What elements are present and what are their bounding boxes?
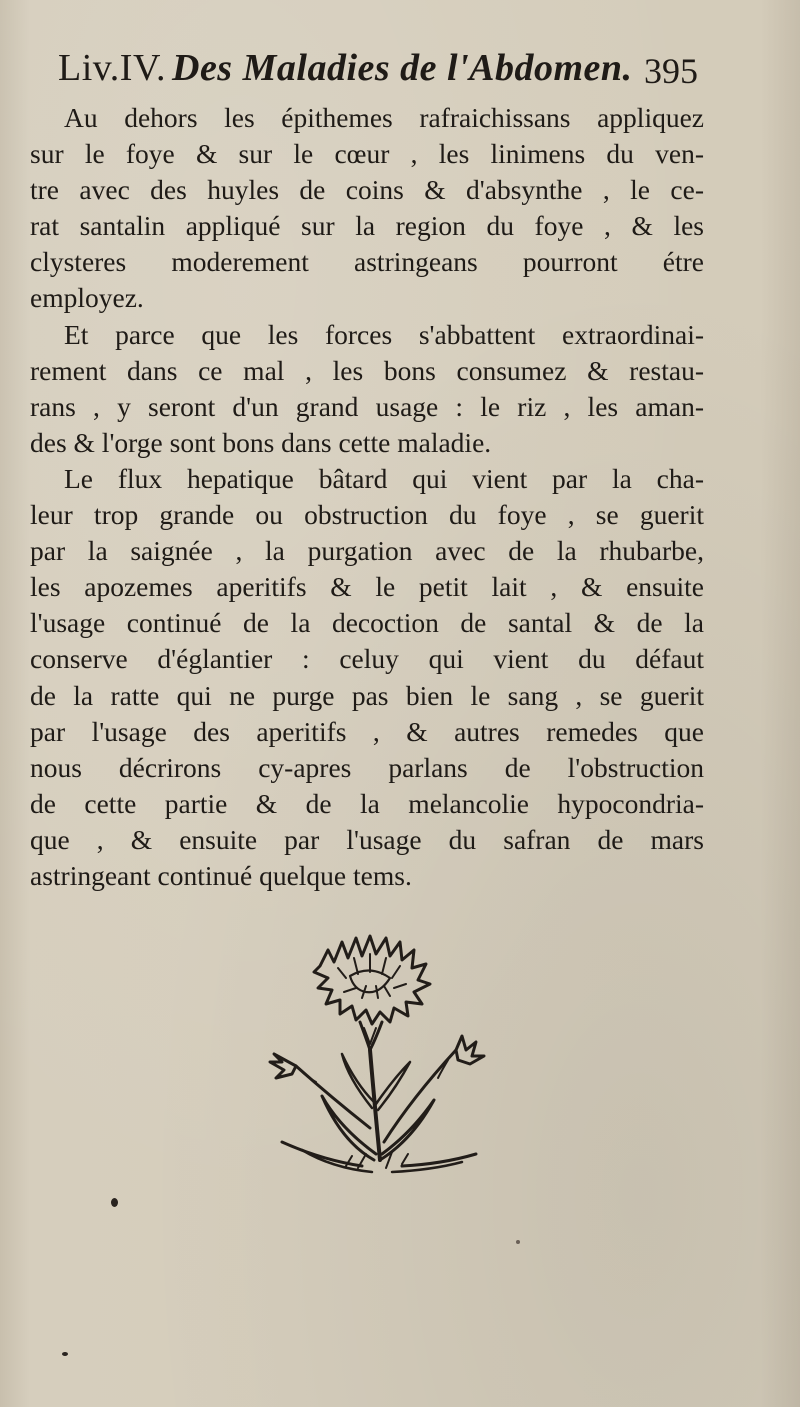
paragraph-3 — [30, 461, 704, 894]
paragraph-2 — [30, 317, 704, 461]
text-line: clysteres moderement astringeans pourront étre — [30, 246, 704, 278]
paragraph-1 — [30, 100, 704, 317]
body-text — [30, 100, 704, 894]
text-line: par l'usage des aperitifs , & autres remedes que — [30, 715, 704, 747]
book-number: Liv.IV. — [58, 47, 166, 89]
running-head — [58, 46, 633, 90]
ink-speck — [111, 1198, 118, 1207]
page-number: 395 — [644, 51, 698, 91]
text-line: rans , y seront d'un grand usage : le riz , les aman- — [30, 390, 704, 422]
text-line: les apozemes aperitifs & le petit lait , & ensuite — [30, 571, 704, 603]
text-line: leur trop grande ou obstruction du foye , se guerit — [30, 499, 704, 531]
text-line: Le flux hepatique bâtard qui vient par la cha- — [64, 462, 704, 494]
chapter-title: Des Maladies de l'Abdomen. — [172, 47, 633, 89]
running-header — [58, 46, 698, 102]
text-line: rat santalin appliqué sur la region du foye , & les — [30, 210, 704, 242]
ink-speck — [62, 1352, 68, 1356]
text-line: astringeant continué quelque tems. — [30, 859, 412, 891]
text-line: employez. — [30, 282, 144, 314]
text-line: que , & ensuite par l'usage du safran de mars — [30, 823, 704, 855]
text-line: Au dehors les épithemes rafraichissans appliquez — [64, 102, 704, 133]
text-line: des & l'orge sont bons dans cette maladie. — [30, 426, 492, 458]
text-line: rement dans ce mal , les bons consumez & restau- — [30, 354, 704, 386]
text-line: par la saignée , la purgation avec de la rhubarbe, — [30, 535, 704, 567]
text-line: de cette partie & de la melancolie hypocondria- — [30, 787, 704, 819]
carnation-flower-woodcut-icon — [262, 928, 492, 1178]
ink-speck — [516, 1240, 520, 1244]
text-line: tre avec des huyles de coins & d'absynthe , le ce- — [30, 174, 704, 206]
text-line: sur le foye & sur le cœur , les linimens du ven- — [30, 138, 704, 170]
text-line: l'usage continué de la decoction de santal & de la — [30, 607, 704, 639]
text-line: nous décrirons cy-apres parlans de l'obstruction — [30, 751, 704, 783]
text-line: de la ratte qui ne purge pas bien le sang , se guerit — [30, 679, 704, 711]
text-line: conserve d'églantier : celuy qui vient du défaut — [30, 643, 704, 675]
text-line: Et parce que les forces s'abbattent extraordinai- — [64, 318, 704, 350]
